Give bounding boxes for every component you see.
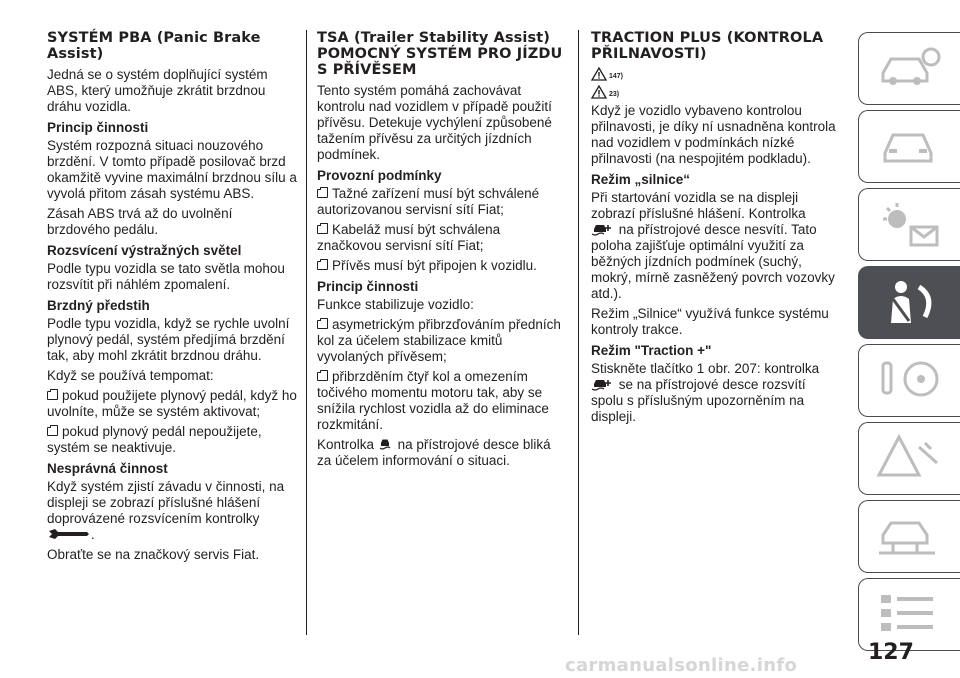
traction-plus-text: Stiskněte tlačítko 1 obr. 207: kontrolka se na přístrojové desce rozsvítí spolu s příslušným upozorněním na displeji. — [591, 361, 820, 424]
bullet-icon — [47, 427, 58, 436]
column-divider — [578, 30, 579, 635]
watermark: carmanualsonline.info — [565, 655, 798, 676]
steering-key-icon — [875, 355, 945, 405]
list-item: přibrzděním čtyř kol a omezením točivého momentu motoru tak, aby se snížila rychlost vozidla až do eliminace rozkmitání. — [317, 369, 549, 432]
car-lift-icon — [875, 511, 945, 561]
traction-silnice-2: Režim „Silnice“ využívá funkce systému kontroly trakce. — [591, 306, 829, 337]
pba-princip-2: Zásah ABS trvá až do uvolnění brzdového pedálu. — [47, 206, 233, 237]
tab-safety[interactable] — [858, 110, 960, 183]
tsa-kontrolka: Kontrolka na přístrojové desce bliká za účelem informování o situaci. — [317, 437, 551, 468]
list-data-icon — [875, 589, 945, 639]
tsa-intro: Tento systém pomáhá zachovávat kontrolu nad vozidlem v případě použití přívěsu. Detekuje vychýlení způsobené tažením přívěsu za určitých jízdních podmínek. — [317, 83, 552, 162]
chapter-tabs — [858, 32, 960, 656]
list-item: Přívěs musí být připojen k vozidlu. — [317, 258, 567, 274]
list-item: pokud plynový pedál nepoužijete, systém se neaktivuje. — [47, 424, 262, 455]
pba-nespravna: Když systém zjistí závadu v činnosti, na displeji se zobrazí příslušné hlášení doprovázené rozsvícením kontrolky . — [47, 479, 285, 542]
pba-princip-1: Systém rozpozná situaci nouzového brzdění. V tomto případě posilovač brzd okamžitě vyvine maximální brzdnou sílu a vyvolá přitom zásah systému ABS. — [47, 138, 297, 201]
warning-triangle-icon — [591, 85, 607, 99]
bullet-icon — [317, 261, 328, 270]
traction-plus-icon — [591, 222, 613, 236]
pba-rozsviceni: Podle typu vozidla se tato světla mohou rozsvítit při náhlém zpomalení. — [47, 261, 285, 292]
heading-predstih: Brzdný předstih — [47, 298, 150, 313]
tab-maintenance[interactable] — [858, 500, 960, 573]
heading-podminky: Provozní podmínky — [317, 168, 442, 183]
pba-intro: Jedná se o systém doplňující systém ABS, který umožňuje zkrátit brzdnou dráhu vozidla. — [47, 67, 268, 114]
car-info-icon — [875, 43, 945, 93]
list-item: asymetrickým přibrzďováním předních kol za účelem stabilizace kmitů vyvolaných přívěsem; — [317, 317, 561, 364]
heading-nespravna: Nesprávná činnost — [47, 461, 168, 476]
stability-control-icon — [378, 437, 392, 451]
list-item: pokud použijete plynový pedál, když ho uvolníte, může se systém aktivovat; — [47, 388, 297, 419]
tab-dashboard[interactable] — [858, 32, 960, 105]
tab-safety-airbag[interactable] — [858, 266, 960, 339]
pba-tempomat: Když se používá tempomat: — [47, 368, 214, 383]
list-item: Tažné zařízení musí být schválené autorizovanou servisní sítí Fiat; — [317, 186, 540, 217]
pba-servis: Obraťte se na značkový servis Fiat. — [47, 547, 260, 562]
column-tsa — [317, 30, 567, 473]
bullet-icon — [317, 225, 328, 234]
car-front-icon — [875, 121, 945, 171]
column-traction-plus — [591, 30, 841, 429]
wrench-icon — [47, 527, 91, 541]
heading-princip-tsa: Princip činnosti — [317, 279, 419, 294]
section-title-traction: TRACTION PLUS (KONTROLA PŘILNAVOSTI) — [591, 30, 824, 62]
column-divider — [306, 30, 307, 635]
bullet-icon — [317, 320, 328, 329]
bullet-icon — [317, 189, 328, 198]
heading-silnice: Režim „silnice“ — [591, 172, 691, 187]
section-title-tsa: TSA (Trailer Stability Assist) POMOCNÝ SYSTÉM PRO JÍZDU S PŘÍVĚSEM — [317, 30, 563, 78]
traction-intro: Když je vozidlo vybaveno kontrolou přilnavosti, je díky ní usnadněna kontrola nad vozidlem v podmínkách nízké přilnavosti (na nespojitém podkladu). — [591, 103, 836, 166]
section-title-pba: SYSTÉM PBA (Panic Brake Assist) — [47, 30, 261, 62]
column-pba — [47, 30, 297, 567]
seatbelt-airbag-icon — [875, 277, 945, 327]
traction-silnice-1: Při startování vozidla se na displeji zobrazí příslušné hlášení. Kontrolka na přístrojové desce nesvítí. Tato poloha zajišťuje optimální využití za běžných jízdních podmínek (suchý, mokrý, mírně zasněžený povrch vozovky atd.). — [591, 190, 835, 301]
warning-ref: 23) — [591, 85, 841, 99]
warning-ref: 147) — [591, 67, 841, 81]
warning-tools-icon — [875, 433, 945, 483]
traction-plus-icon — [591, 377, 613, 391]
heading-traction: Režim "Traction +" — [591, 343, 712, 358]
warning-triangle-icon — [591, 67, 607, 81]
heading-rozsviceni: Rozsvícení výstražných světel — [47, 243, 242, 258]
heading-princip-pba: Princip činnosti — [47, 120, 149, 135]
page-number: 127 — [868, 640, 914, 665]
list-item: Kabeláž musí být schválena značkovou servisní sítí Fiat; — [317, 222, 501, 253]
light-message-icon — [875, 199, 945, 249]
bullet-icon — [47, 391, 58, 400]
bullet-icon — [317, 372, 328, 381]
tsa-funkce: Funkce stabilizuje vozidlo: — [317, 297, 474, 312]
tab-emergency[interactable] — [858, 422, 960, 495]
pba-predstih: Podle typu vozidla, když se rychle uvolní plynový pedál, systém předjímá brzdění tak, aby mohl zkrátit brzdnou dráhu. — [47, 316, 290, 363]
tab-warning-lights[interactable] — [858, 188, 960, 261]
tab-starting-driving[interactable] — [858, 344, 960, 417]
